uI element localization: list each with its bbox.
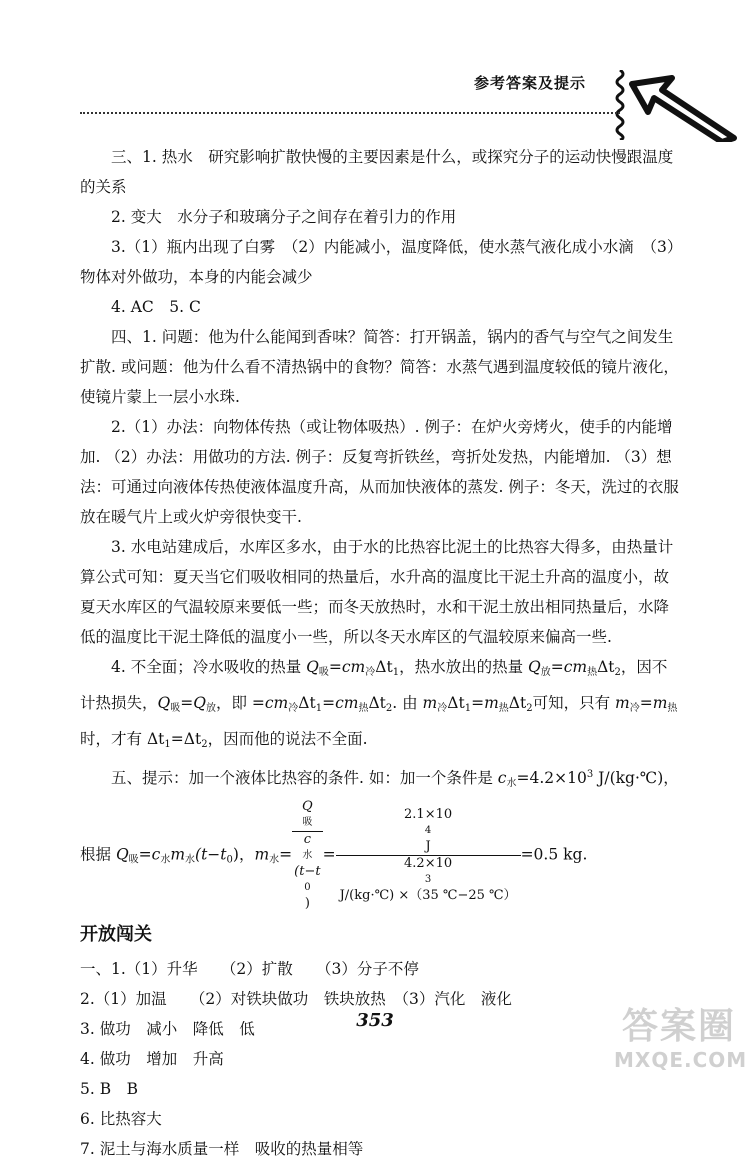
header-title: 参考答案及提示 <box>474 74 587 92</box>
answer-6-1: 一、1.（1）升华 （2）扩散 （3）分子不停 <box>80 960 419 978</box>
header-divider <box>80 112 620 114</box>
watermark-logo: 答案圈 <box>621 1006 736 1047</box>
answer-4-4: 4. 不全面；冷水吸收的热量 $Q_吸=cm_冷\Delta t_1$，热水放出的热量 $Q_放=cm_热\Delta t_2$，因不计热损失，$Q_吸=Q_放$，即 $=cm_冷\Delta t_1=cm_热\Delta t_2$. 由 $m_冷\Delta t_1=m_热\Delta t_2$可知，只有 $m_冷=m_热$时，才有 $\Delta t_1=\Delta t_2$，因而他的说法不全面. <box>80 658 678 750</box>
answer-6-4: 4. 做功 增加 升高 <box>80 1050 224 1068</box>
answer-3-2: 2. 变大 水分子和玻璃分子之间存在着引力的作用 <box>111 208 457 226</box>
watermark-url: MXQE.COM <box>614 1048 748 1072</box>
answer-3-1: 三、1. 热水 研究影响扩散快慢的主要因素是什么，或探究分子的运动快慢跟温度的关系 <box>80 148 674 196</box>
arrow-icon <box>622 72 742 142</box>
answer-6-2: 2.（1）加温 （2）对铁块做功 铁块放热 （3）汽化 液化 <box>80 990 512 1008</box>
answer-6-3: 3. 做功 减小 降低 低 <box>80 1020 255 1038</box>
answer-6-6: 6. 比热容大 <box>80 1110 162 1128</box>
answer-6-5: 5. B B <box>80 1080 138 1098</box>
answer-6-7: 7. 泥土与海水质量一样 吸收的热量相等 <box>80 1140 364 1158</box>
section-title: 开放闯关 <box>80 924 152 945</box>
answer-5-line2: 根据 $Q_吸=c_水m_水(t-t_0)$，$m_水=$ Q 吸 c 水 (t−t 0 ) = 2.1×10 4 J 4.2×10 3 J/(kg·℃) ×（35 ℃−25 ℃） =0.5 kg. <box>80 799 588 911</box>
answer-3-4-5: 4. AC 5. C <box>111 298 201 316</box>
answer-4-2: 2.（1）办法：向物体传热（或让物体吸热）. 例子：在炉火旁烤火，使手的内能增加. （2）办法：用做功的方法. 例子：反复弯折铁丝，弯折处发热，内能增加. （3）想法：可通过向液体传热使液体温度升高，从而加快液体的蒸发. 例子：冬天，洗过的衣服放在暖气片上或火炉旁很快变干. <box>80 418 679 526</box>
fraction-numeric: 2.1×10 4 J 4.2×10 3 J/(kg·℃) ×（35 ℃−25 ℃） <box>336 807 521 904</box>
answer-4-1: 四、1. 问题：他为什么能闻到香味？简答：打开锅盖，锅内的香气与空气之间发生扩散. 或问题：他为什么看不清热锅中的食物？简答：水蒸气遇到温度较低的镜片液化，使镜片蒙上一层小水珠. <box>80 328 679 406</box>
answer-3-3: 3.（1）瓶内出现了白雾 （2）内能减小，温度降低，使水蒸气液化成小水滴 （3）物体对外做功，本身的内能会减少 <box>80 238 675 286</box>
answer-5-line1: 五、提示：加一个液体比热容的条件. 如：加一个条件是 $c_水=4.2\times 10^3$ J/(kg·℃)， <box>111 769 679 789</box>
watermark <box>614 1006 748 1078</box>
answer-4-3: 3. 水电站建成后，水库区多水，由于水的比热容比泥土的比热容大得多，由热量计算公式可知：夏天当它们吸收相同的热量后，水升高的温度比干泥土升高的温度小，故夏天水库区的气温较原来要低一些；而冬天放热时，水和干泥土放出相同热量后，水降低的温度比干泥土降低的温度小一些，所以冬天水库区的气温较原来偏高一些. <box>80 538 674 646</box>
page-number: 353 <box>356 1010 394 1031</box>
fraction-formula: Q 吸 c 水 (t−t 0 ) <box>294 799 321 911</box>
